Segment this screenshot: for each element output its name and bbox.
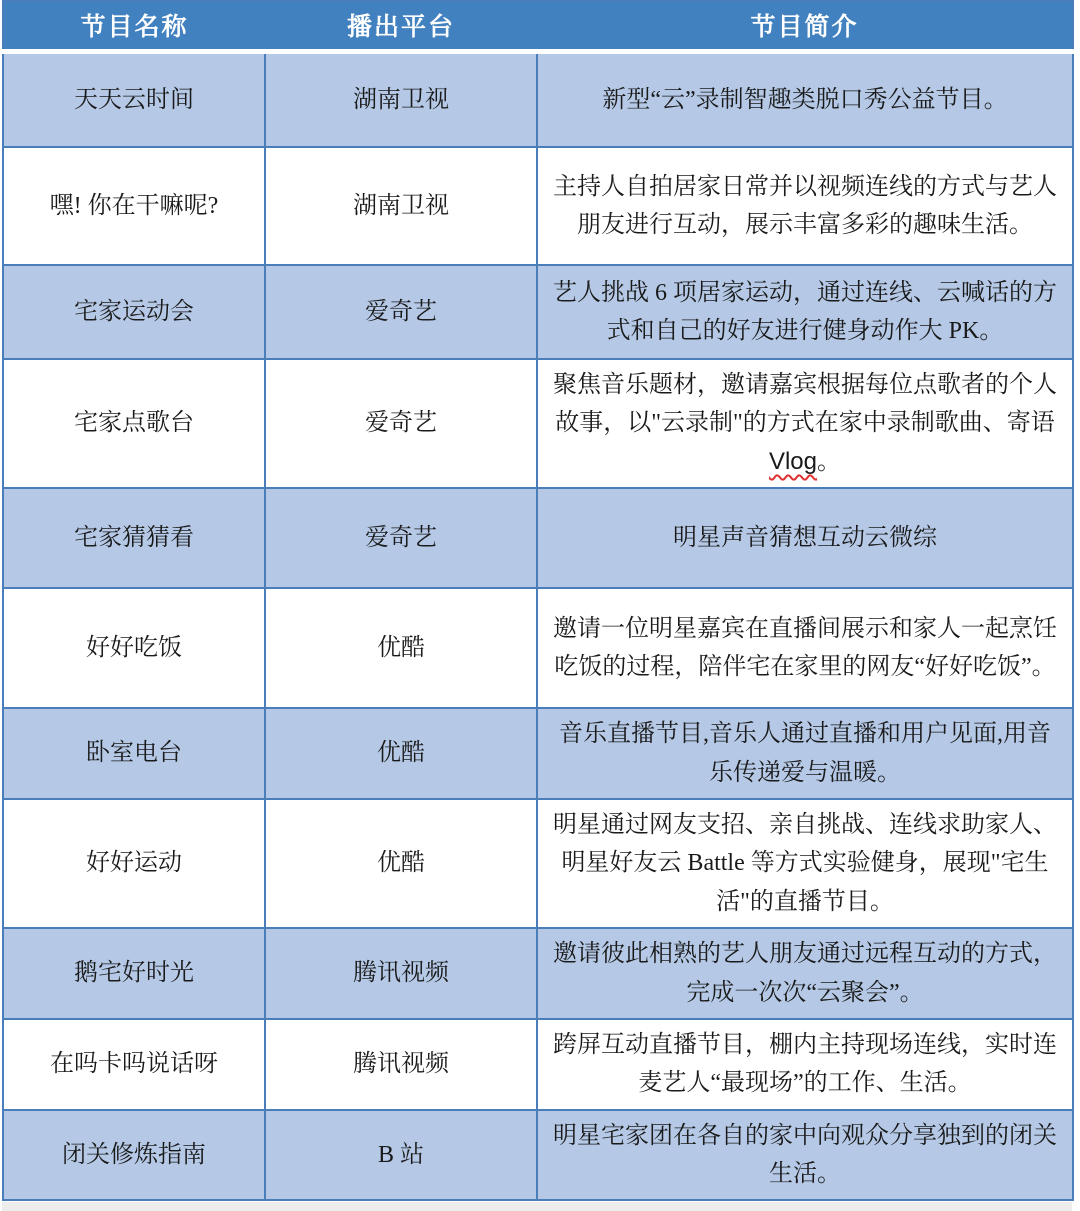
- platform-cell: 爱奇艺: [265, 265, 537, 359]
- description-cell: 明星声音猜想互动云微综: [537, 488, 1073, 588]
- platform-cell: 优酷: [265, 799, 537, 928]
- table-header-row: [3, 1, 1073, 51]
- platform-cell: 腾讯视频: [265, 928, 537, 1019]
- description-cell: 新型“云”录制智趣类脱口秀公益节目。: [537, 51, 1073, 147]
- program-name-cell: 嘿! 你在干嘛呢?: [3, 147, 265, 265]
- table-row: [3, 147, 1073, 265]
- table-row: [3, 928, 1073, 1019]
- table-header: [3, 1, 1073, 51]
- platform-cell: 优酷: [265, 588, 537, 708]
- platform-cell: 腾讯视频: [265, 1019, 537, 1110]
- header-cell-platform: 播出平台: [265, 1, 537, 51]
- description-cell: 主持人自拍居家日常并以视频连线的方式与艺人朋友进行互动，展示丰富多彩的趣味生活。: [537, 147, 1073, 265]
- table-row: [3, 799, 1073, 928]
- program-name-cell: 好好吃饭: [3, 588, 265, 708]
- spellcheck-underline: Vlog: [768, 447, 818, 475]
- program-name-cell: 闭关修炼指南: [3, 1110, 265, 1201]
- table-row: [3, 588, 1073, 708]
- platform-cell: 爱奇艺: [265, 488, 537, 588]
- platform-cell: 湖南卫视: [265, 51, 537, 147]
- program-name-cell: 宅家点歌台: [3, 359, 265, 488]
- table-row: [3, 359, 1073, 488]
- table-row: [3, 708, 1073, 799]
- program-name-cell: 宅家运动会: [3, 265, 265, 359]
- description-cell: 跨屏互动直播节目，棚内主持现场连线，实时连麦艺人“最现场”的工作、生活。: [537, 1019, 1073, 1110]
- description-cell: 音乐直播节目,音乐人通过直播和用户见面,用音乐传递爱与温暖。: [537, 708, 1073, 799]
- description-cell: 聚焦音乐题材，邀请嘉宾根据每位点歌者的个人故事，以"云录制"的方式在家中录制歌曲、寄语 Vlog。: [537, 359, 1073, 488]
- description-cell: 邀请一位明星嘉宾在直播间展示和家人一起烹饪吃饭的过程，陪伴宅在家里的网友“好好吃饭”。: [537, 588, 1073, 708]
- description-cell: 明星宅家团在各自的家中向观众分享独到的闭关生活。: [537, 1110, 1073, 1201]
- platform-cell: 爱奇艺: [265, 359, 537, 488]
- table-row: [3, 1110, 1073, 1201]
- description-cell: 明星通过网友支招、亲自挑战、连线求助家人、明星好友云 Battle 等方式实验健身，展现"宅生活"的直播节目。: [537, 799, 1073, 928]
- program-name-cell: 卧室电台: [3, 708, 265, 799]
- page-bottom-margin: [2, 1202, 1072, 1211]
- program-name-cell: 在吗卡吗说话呀: [3, 1019, 265, 1110]
- header-cell-description: 节目简介: [537, 1, 1073, 51]
- program-name-cell: 好好运动: [3, 799, 265, 928]
- program-table: [2, 0, 1074, 1201]
- header-cell-program-name: 节目名称: [3, 1, 265, 51]
- program-name-cell: 天天云时间: [3, 51, 265, 147]
- platform-cell: 湖南卫视: [265, 147, 537, 265]
- table-row: [3, 51, 1073, 147]
- table-body: [3, 51, 1073, 1200]
- program-name-cell: 宅家猜猜看: [3, 488, 265, 588]
- program-name-cell: 鹅宅好时光: [3, 928, 265, 1019]
- description-cell: 艺人挑战 6 项居家运动，通过连线、云喊话的方式和自己的好友进行健身动作大 PK。: [537, 265, 1073, 359]
- platform-cell: 优酷: [265, 708, 537, 799]
- platform-cell: B 站: [265, 1110, 537, 1201]
- description-cell: 邀请彼此相熟的艺人朋友通过远程互动的方式，完成一次次“云聚会”。: [537, 928, 1073, 1019]
- table-row: [3, 1019, 1073, 1110]
- table-row: [3, 488, 1073, 588]
- table-row: [3, 265, 1073, 359]
